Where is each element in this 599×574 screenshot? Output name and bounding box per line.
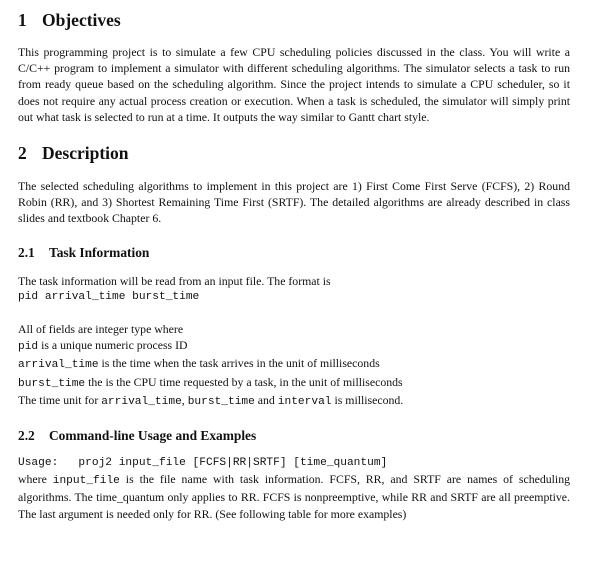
field-description: the is the CPU time requested by a task, in the unit of milliseconds xyxy=(85,374,403,389)
section-title: Objectives xyxy=(42,10,121,30)
section-heading-objectives xyxy=(18,10,570,31)
section-heading-description xyxy=(18,143,570,164)
field-name: burst_time xyxy=(18,377,86,390)
usage-line: Usage: proj2 input_file [FCFS|RR|SRTF] [time_quantum] xyxy=(18,457,388,470)
code-arrival-time: arrival_time xyxy=(101,395,182,408)
field-definition-pid xyxy=(18,337,570,355)
task-info-intro: The task information will be read from an input file. The format is xyxy=(18,273,331,288)
time-unit-text: is millisecond. xyxy=(331,392,404,407)
objectives-paragraph: This programming project is to simulate a few CPU scheduling policies discussed in the class. You will write a C/C++ program to implement a simulator with different scheduling algorithms. The simulator selects a task to run from ready queue based on the scheduling algorithm. Since the project intends to simulate a CPU scheduler, so it does not require any actual process creation or execution. When a task is scheduled, the simulator will simply print out what task is selected to run at a time. It outputs the way similar to Gantt chart style. xyxy=(18,45,570,124)
code-interval: interval xyxy=(277,395,332,408)
field-name: arrival_time xyxy=(18,359,99,372)
section-number: 2 xyxy=(18,143,27,164)
field-definition-arrival-time xyxy=(18,355,570,373)
field-description: is the time when the task arrives in the unit of milliseconds xyxy=(98,356,380,371)
usage-text: where xyxy=(18,472,53,487)
time-unit-text: The time unit for xyxy=(18,392,102,407)
usage-text: is the file name with task information. FCFS, RR, and SRTF are names of scheduling algorithms. The time_quantum only applies to RR. FCFS is nonpreemptive, while RR and SRTF are all preemptive. The last argument is needed only for RR. (See following table for more examples) xyxy=(18,472,570,521)
task-format-line: pid arrival_time burst_time xyxy=(18,290,200,303)
time-unit-note xyxy=(18,392,570,410)
code-input-file: input_file xyxy=(52,475,120,488)
time-unit-text: and xyxy=(254,392,278,407)
usage-explanation xyxy=(18,471,570,522)
field-definition-burst-time xyxy=(18,374,570,392)
section-number: 1 xyxy=(18,10,27,30)
subsection-number: 2.2 xyxy=(18,428,35,444)
time-unit-text: , xyxy=(181,392,188,407)
description-paragraph: The selected scheduling algorithms to implement in this project are 1) First Come First Serve (FCFS), 2) Round Robin (RR), and 3) Shortest Remaining Time First (SRTF). The detailed algorithms are already described in class slides and textbook Chapter 6. xyxy=(18,179,570,226)
document-page xyxy=(18,10,570,522)
subsection-heading-task-information xyxy=(18,245,570,261)
subsection-heading-command-line xyxy=(18,428,570,444)
fields-intro: All of fields are integer type where xyxy=(18,322,184,337)
field-name: pid xyxy=(18,341,39,354)
subsection-number: 2.1 xyxy=(18,244,35,260)
field-description: is a unique numeric process ID xyxy=(38,338,188,353)
code-burst-time: burst_time xyxy=(187,395,255,408)
subsection-title: Task Information xyxy=(49,244,150,260)
section-title: Description xyxy=(42,143,129,164)
subsection-title: Command-line Usage and Examples xyxy=(49,428,257,444)
